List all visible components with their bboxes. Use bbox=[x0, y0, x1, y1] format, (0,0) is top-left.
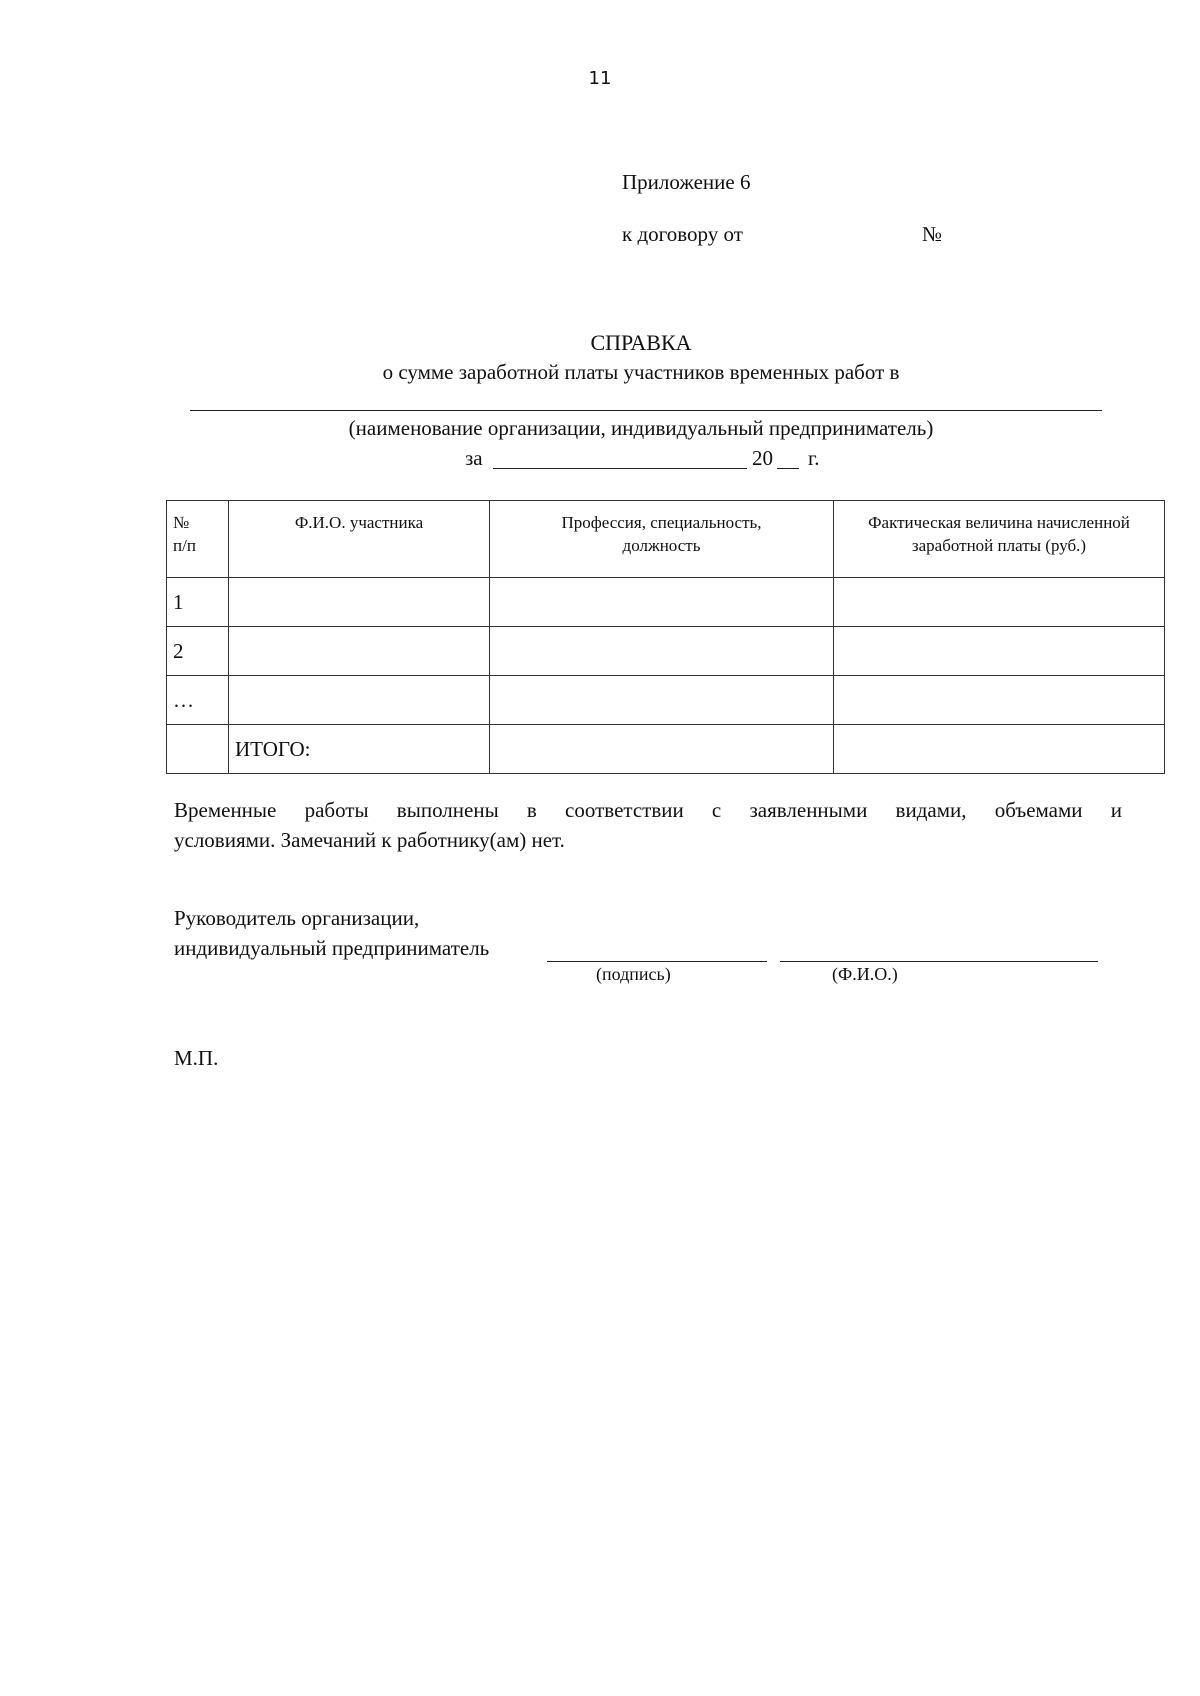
year-blank-line bbox=[777, 468, 799, 469]
table-row bbox=[167, 578, 1165, 627]
completion-note-line2: условиями. Замечаний к работнику(ам) нет. bbox=[174, 828, 565, 852]
page-number: 11 bbox=[588, 68, 612, 89]
signatory-label-line2: индивидуальный предприниматель bbox=[174, 936, 490, 960]
column-header-number bbox=[167, 501, 229, 578]
column-header-profession-label: Профессия, специальность, должность bbox=[561, 513, 762, 555]
contract-number-label: № bbox=[922, 222, 943, 246]
table-cell bbox=[167, 725, 229, 774]
table-total-row bbox=[167, 725, 1165, 774]
signature-caption: (подпись) bbox=[596, 964, 671, 984]
table-cell: … bbox=[167, 676, 229, 725]
appendix-title: Приложение 6 bbox=[622, 170, 751, 194]
column-header-profession bbox=[490, 501, 834, 578]
table-row bbox=[167, 627, 1165, 676]
stamp-place-label: М.П. bbox=[174, 1046, 219, 1070]
signature-blank-line bbox=[547, 961, 767, 962]
table-cell: 1 bbox=[167, 578, 229, 627]
fio-caption: (Ф.И.О.) bbox=[832, 964, 898, 984]
period-blank-line bbox=[493, 468, 747, 469]
table-cell bbox=[229, 627, 490, 676]
completion-note-line1: Временные работы выполнены в соответствии с заявленными видами, объемами и bbox=[174, 798, 1122, 822]
signatory-label-line1: Руководитель организации, bbox=[174, 906, 420, 930]
document-title: СПРАВКА bbox=[590, 330, 692, 355]
document-subtitle: о сумме заработной платы участников временных работ в bbox=[382, 360, 900, 384]
table-cell bbox=[490, 578, 834, 627]
table-cell bbox=[229, 676, 490, 725]
organization-blank-line bbox=[190, 410, 1102, 411]
table-header-row bbox=[167, 501, 1165, 578]
column-header-name bbox=[229, 501, 490, 578]
period-suffix: г. bbox=[808, 446, 820, 470]
period-year: 20 bbox=[752, 446, 773, 470]
table-cell bbox=[834, 676, 1165, 725]
table-cell bbox=[834, 578, 1165, 627]
table-row bbox=[167, 676, 1165, 725]
completion-note bbox=[174, 795, 1122, 855]
table-cell bbox=[229, 578, 490, 627]
column-header-number-label: № п/п bbox=[173, 513, 196, 555]
period-row bbox=[0, 446, 1200, 476]
table-cell bbox=[834, 725, 1165, 774]
fio-blank-line bbox=[780, 961, 1098, 962]
table-cell: 2 bbox=[167, 627, 229, 676]
organization-caption: (наименование организации, индивидуальный предприниматель) bbox=[348, 416, 934, 440]
table-cell bbox=[490, 676, 834, 725]
column-header-name-label: Ф.И.О. участника bbox=[294, 513, 424, 532]
total-label: ИТОГО: bbox=[229, 725, 490, 774]
table-cell bbox=[490, 725, 834, 774]
table-cell bbox=[490, 627, 834, 676]
column-header-salary bbox=[834, 501, 1165, 578]
period-prefix: за bbox=[465, 446, 483, 470]
table-cell bbox=[834, 627, 1165, 676]
salary-table bbox=[166, 500, 1165, 774]
contract-from-label: к договору от bbox=[622, 222, 743, 246]
column-header-salary-label: Фактическая величина начисленной заработной платы (руб.) bbox=[868, 513, 1130, 555]
